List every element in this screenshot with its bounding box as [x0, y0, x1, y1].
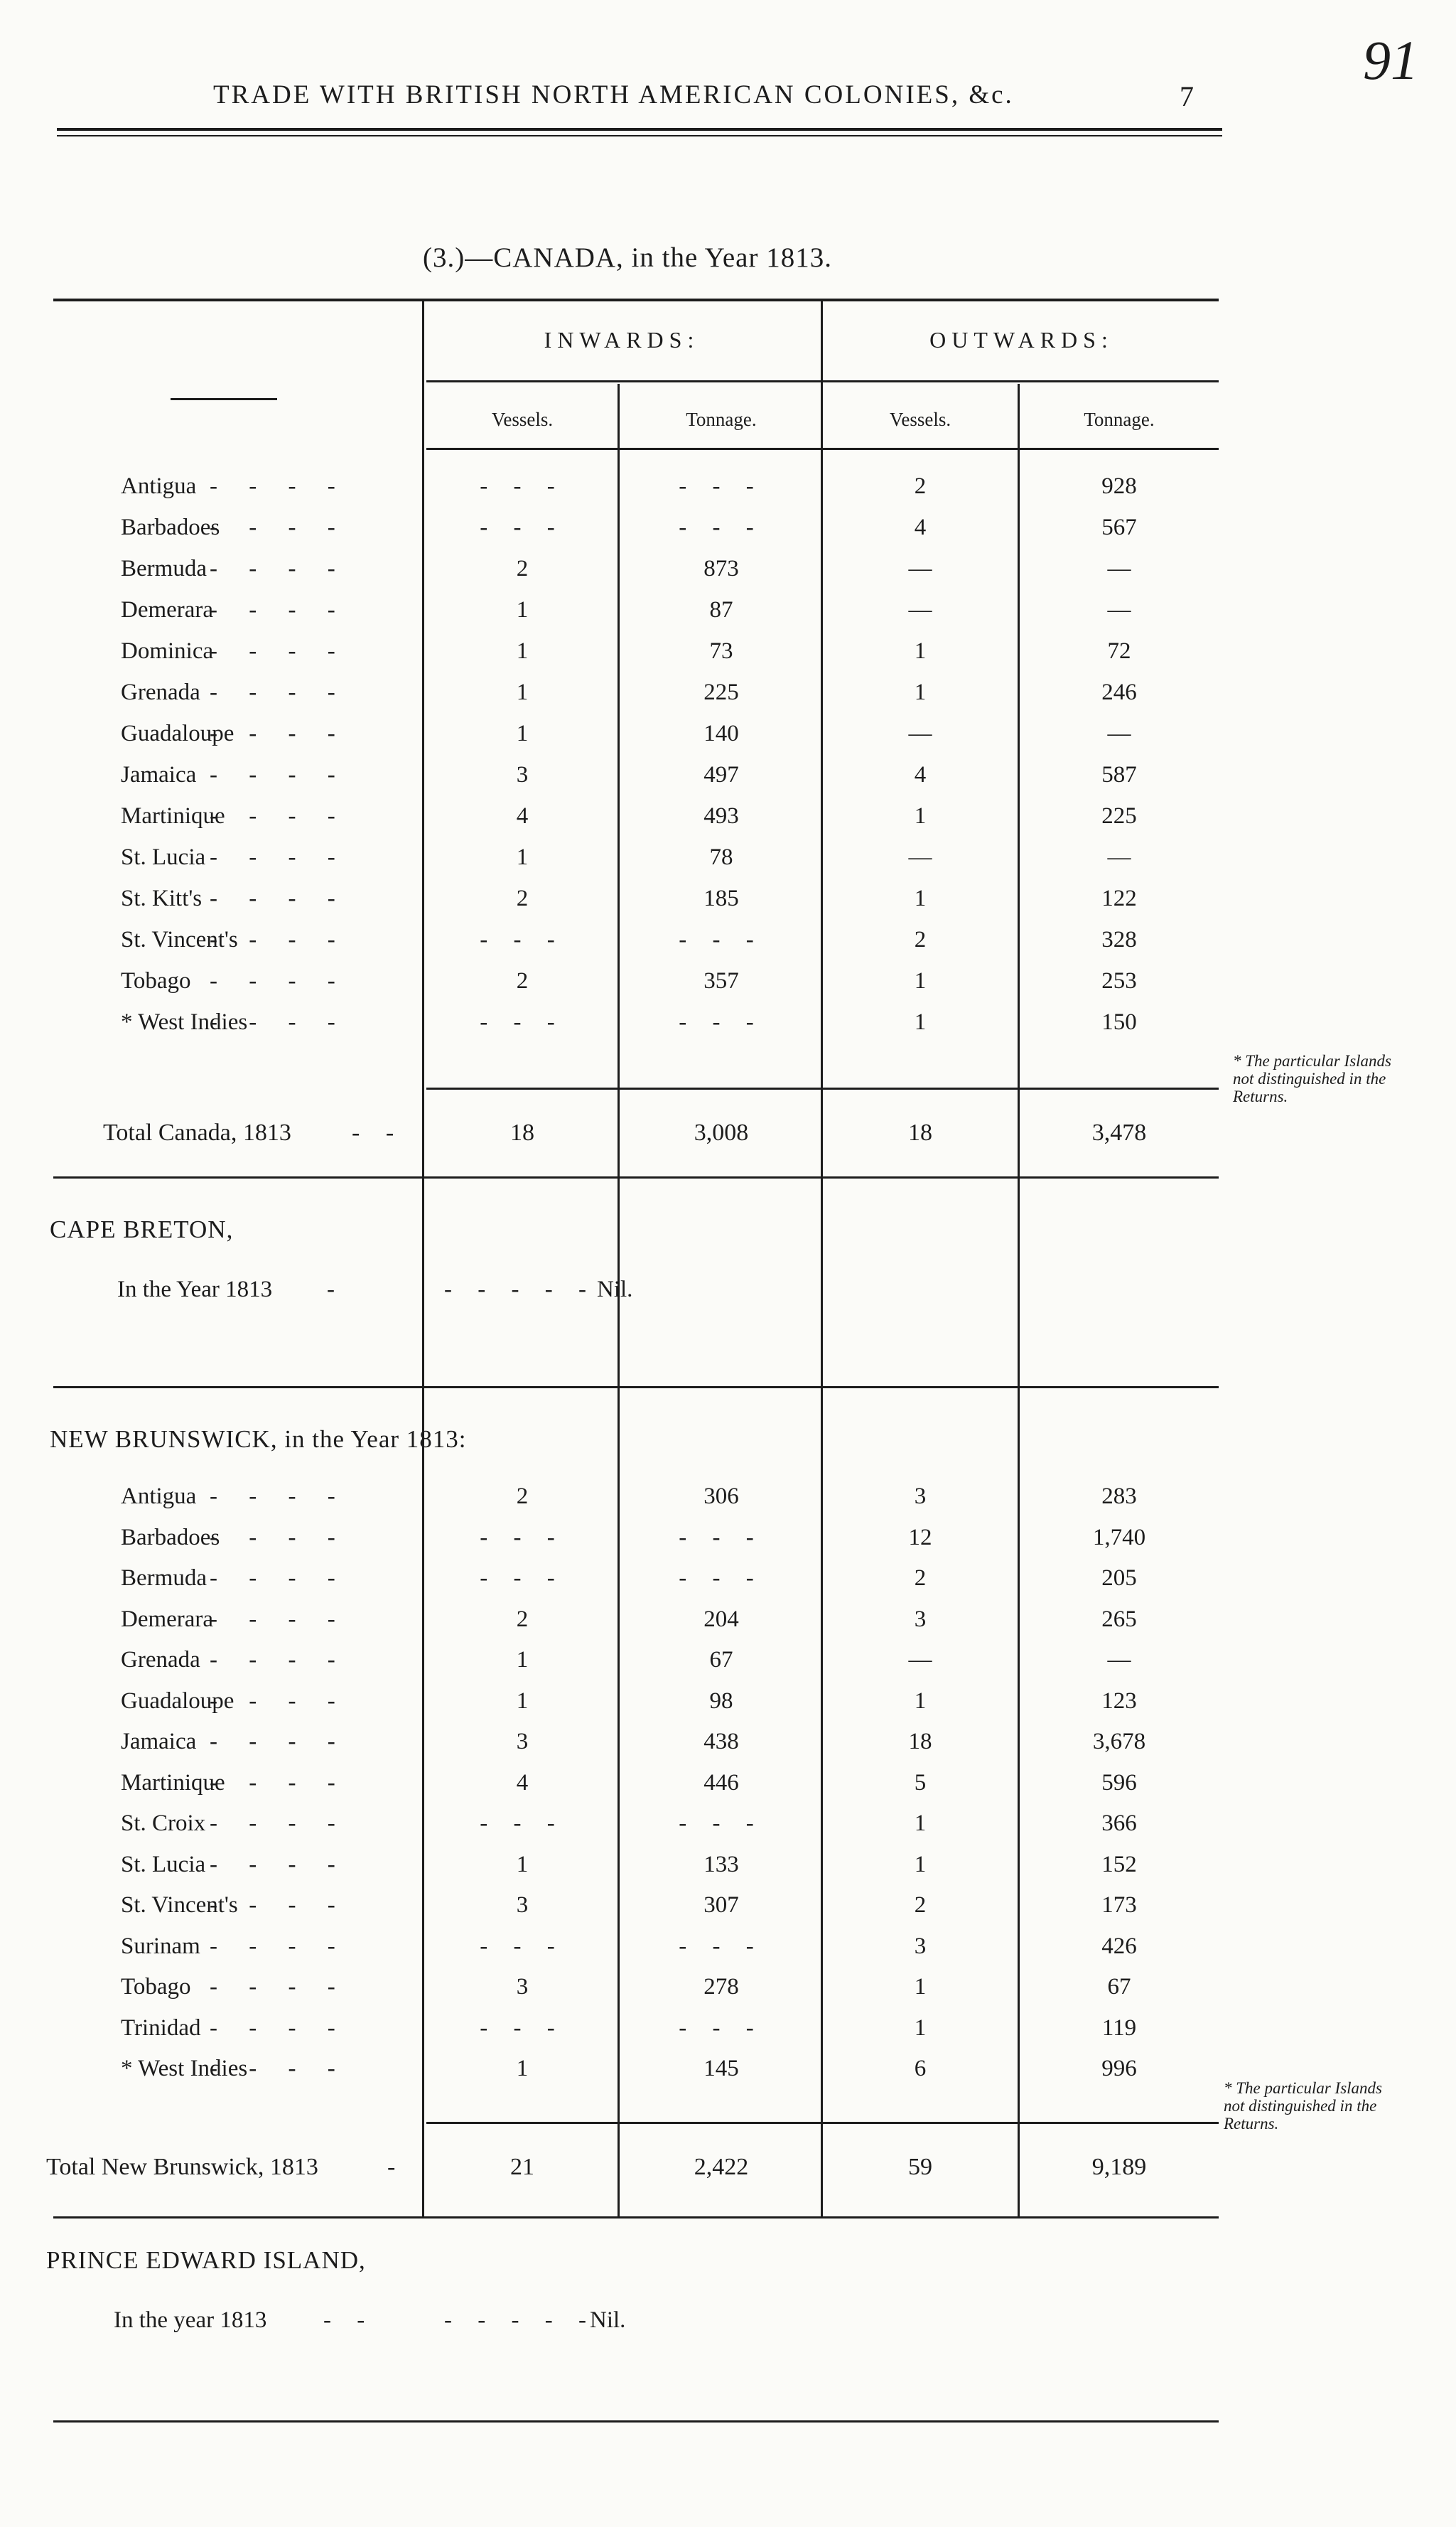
in-vessels-cell: - - -	[480, 2014, 565, 2041]
in-vessels-cell: - - -	[480, 1565, 565, 1591]
table-row	[0, 631, 1456, 672]
place-name: Barbadoes	[121, 515, 220, 540]
canada-footnote: * The particular Islands not distinguished in the Returns.	[1233, 1052, 1391, 1105]
table-row	[0, 1966, 1456, 2007]
leader-dots: - - - - -	[444, 1277, 596, 1302]
place-name: Demerara	[121, 597, 214, 623]
out-vessels-cell: —	[908, 1647, 932, 1673]
in-tonnage-cell: 225	[703, 680, 739, 705]
nb-bottom-rule	[53, 2216, 1219, 2218]
in-tonnage-cell: - - -	[679, 1524, 764, 1550]
out-vessels-cell: —	[908, 556, 932, 581]
out-tonnage-cell: —	[1107, 597, 1131, 623]
inwards-heading: INWARDS:	[544, 327, 700, 353]
pei-nil: Nil.	[590, 2307, 626, 2333]
table-row	[0, 1639, 1456, 1680]
out-vessels-cell: 3	[914, 1606, 927, 1632]
leader-dots: - - - -	[210, 1524, 348, 1550]
place-name: Guadaloupe	[121, 1688, 234, 1714]
in-vessels-cell: 4	[516, 1769, 529, 1796]
in-vessels-header: Vessels.	[491, 409, 554, 430]
place-name: Antigua	[121, 1484, 197, 1509]
in-tonnage-cell: - - -	[679, 1565, 764, 1591]
table-row	[0, 713, 1456, 754]
place-name: Tobago	[121, 968, 191, 994]
place-name: * West Indies	[121, 2056, 248, 2081]
table-row	[0, 1844, 1456, 1885]
place-name: Jamaica	[121, 1729, 197, 1754]
in-tonnage-cell: 357	[703, 968, 739, 994]
in-tonnage-cell: 185	[703, 886, 739, 911]
out-vessels-cell: 1	[914, 1974, 927, 2000]
total-out-tonnage: 9,189	[1091, 2154, 1147, 2180]
out-vessels-cell: 1	[914, 886, 927, 911]
leader-dots: - - - -	[210, 1688, 348, 1714]
total-out-vessels: 59	[908, 2154, 932, 2180]
cape-breton-row	[0, 1269, 1456, 1310]
place-name: Tobago	[121, 1974, 191, 2000]
place-name: Martinique	[121, 803, 225, 829]
in-vessels-cell: - - -	[480, 1810, 565, 1836]
out-vessels-cell: 6	[914, 2056, 927, 2081]
leader-dots: - - - -	[210, 968, 348, 994]
in-tonnage-cell: 67	[709, 1647, 733, 1673]
table-row	[0, 548, 1456, 589]
out-vessels-cell: 1	[914, 803, 927, 829]
table-row	[0, 1926, 1456, 1967]
leader-dots: - - - -	[210, 2056, 348, 2081]
in-vessels-cell: - - -	[480, 1009, 565, 1035]
out-vessels-cell: 1	[914, 2014, 927, 2041]
in-tonnage-cell: 145	[703, 2056, 739, 2081]
place-name: Grenada	[121, 680, 200, 705]
total-out-vessels: 18	[908, 1120, 932, 1146]
in-tonnage-cell: 873	[703, 556, 739, 581]
table-row	[0, 919, 1456, 960]
leader-dots: - - - -	[210, 1484, 348, 1509]
in-vessels-cell: 1	[516, 597, 529, 623]
table-row	[0, 1884, 1456, 1926]
out-vessels-cell: 4	[914, 515, 927, 540]
leader-dots: - - - -	[210, 927, 348, 953]
leader-dots: - - - -	[210, 1729, 348, 1754]
out-vessels-cell: 1	[914, 1009, 927, 1035]
out-vessels-cell: 2	[914, 1892, 927, 1918]
out-tonnage-cell: 225	[1101, 803, 1137, 829]
table-row	[0, 1762, 1456, 1803]
place-name: St. Lucia	[121, 844, 206, 870]
canada-total-row	[0, 1112, 1456, 1154]
table-row	[0, 672, 1456, 713]
leader-dots: - - - -	[210, 1851, 348, 1877]
out-vessels-cell: 3	[914, 1933, 927, 1959]
out-tonnage-cell: 996	[1101, 2056, 1137, 2081]
in-tonnage-cell: - - -	[679, 515, 764, 540]
out-tonnage-cell: 119	[1101, 2014, 1137, 2041]
out-vessels-cell: 1	[914, 680, 927, 705]
place-name: Barbadoes	[121, 1524, 220, 1550]
out-vessels-cell: 2	[914, 1565, 927, 1591]
in-vessels-cell: 3	[516, 762, 529, 788]
in-tonnage-cell: - - -	[679, 2014, 764, 2041]
leader-dots: - - - -	[210, 638, 348, 664]
out-tonnage-cell: 72	[1107, 638, 1131, 664]
out-vessels-cell: 1	[914, 638, 927, 664]
in-vessels-cell: 1	[516, 1647, 529, 1673]
leader-dots: - - - -	[210, 1009, 348, 1035]
leader-dots: -	[387, 2154, 406, 2180]
table-row	[0, 1517, 1456, 1558]
nb-footnote: * The particular Islands not distinguished in the Returns.	[1224, 2079, 1382, 2132]
out-tonnage-cell: —	[1107, 556, 1131, 581]
in-tonnage-cell: 204	[703, 1606, 739, 1632]
nb-total-rule	[426, 2122, 1219, 2124]
table-row	[0, 507, 1456, 548]
outwards-heading: OUTWARDS:	[929, 327, 1113, 353]
total-out-tonnage: 3,478	[1091, 1120, 1147, 1146]
in-tonnage-cell: 307	[703, 1892, 739, 1918]
out-vessels-cell: 12	[908, 1524, 932, 1550]
in-tonnage-cell: - - -	[679, 473, 764, 499]
in-vessels-cell: 2	[516, 1484, 529, 1509]
place-name: Bermuda	[121, 556, 207, 581]
in-vessels-cell: - - -	[480, 1524, 565, 1550]
folio-number: 91	[1363, 29, 1418, 91]
pei-bottom-rule	[53, 2420, 1219, 2423]
leader-dots: - - - -	[210, 1974, 348, 2000]
out-tonnage-cell: 426	[1101, 1933, 1137, 1959]
in-tonnage-cell: 73	[709, 638, 733, 664]
in-vessels-cell: 3	[516, 1974, 529, 2000]
in-vessels-cell: 2	[516, 968, 529, 994]
in-vessels-cell: 2	[516, 886, 529, 911]
total-in-tonnage: 2,422	[694, 2154, 749, 2180]
in-tonnage-cell: 278	[703, 1974, 739, 2000]
in-vessels-cell: 1	[516, 1688, 529, 1714]
leader-dots: - - - -	[210, 2014, 348, 2041]
leader-dots: - - - -	[210, 844, 348, 870]
total-label: Total Canada, 1813	[103, 1120, 291, 1146]
table-row	[0, 589, 1456, 631]
pei-heading: PRINCE EDWARD ISLAND,	[46, 2246, 366, 2274]
out-tonnage-cell: 123	[1101, 1688, 1137, 1714]
cape-breton-nil: Nil.	[597, 1277, 633, 1302]
leader-dots: - - - -	[210, 1647, 348, 1673]
table-top-rule	[53, 299, 1219, 301]
header-rule-top	[57, 128, 1222, 131]
out-tonnage-cell: 253	[1101, 968, 1137, 994]
place-name: Trinidad	[121, 2014, 201, 2041]
out-tonnage-cell: 205	[1101, 1565, 1137, 1591]
out-tonnage-cell: 283	[1101, 1484, 1137, 1509]
leader-dots: - - - -	[210, 1892, 348, 1918]
out-tonnage-cell: 265	[1101, 1606, 1137, 1632]
place-name: St. Lucia	[121, 1851, 206, 1877]
in-vessels-cell: - - -	[480, 927, 565, 953]
table-row	[0, 466, 1456, 507]
leader-dots: - - - -	[210, 762, 348, 788]
cape-breton-bottom-rule	[53, 1386, 1219, 1388]
total-in-vessels: 18	[510, 1120, 534, 1146]
out-tonnage-cell: 366	[1101, 1810, 1137, 1836]
leader-dots: - - - -	[210, 803, 348, 829]
new-brunswick-heading: NEW BRUNSWICK, in the Year 1813:	[50, 1425, 467, 1453]
place-name: Guadaloupe	[121, 721, 234, 746]
out-vessels-cell: 5	[914, 1769, 927, 1796]
place-name: Grenada	[121, 1647, 200, 1673]
table-row	[0, 878, 1456, 919]
leader-dots: - - - -	[210, 721, 348, 746]
in-tonnage-cell: 133	[703, 1851, 739, 1877]
in-vessels-cell: 1	[516, 721, 529, 746]
place-name: Jamaica	[121, 762, 197, 788]
out-vessels-cell: 1	[914, 968, 927, 994]
leader-dots: -	[327, 1277, 345, 1302]
in-tonnage-cell: 306	[703, 1484, 739, 1509]
table-row	[0, 795, 1456, 837]
out-tonnage-cell: —	[1107, 1647, 1131, 1673]
leader-dots: - - - -	[210, 473, 348, 499]
in-vessels-cell: - - -	[480, 1933, 565, 1959]
subhead-rule	[426, 448, 1219, 450]
in-tonnage-cell: 446	[703, 1769, 739, 1796]
in-vessels-cell: 2	[516, 1606, 529, 1632]
place-name: Demerara	[121, 1606, 214, 1632]
leader-dots: - - - -	[210, 597, 348, 623]
leader-dots: - - - - -	[444, 2307, 596, 2333]
in-tonnage-header: Tonnage.	[686, 409, 757, 430]
out-tonnage-cell: 328	[1101, 927, 1137, 953]
stub-dash	[171, 398, 277, 400]
out-tonnage-cell: 928	[1101, 473, 1137, 499]
leader-dots: - - - -	[210, 556, 348, 581]
out-vessels-cell: 3	[914, 1484, 927, 1509]
in-vessels-cell: - - -	[480, 473, 565, 499]
cape-breton-heading: CAPE BRETON,	[50, 1216, 234, 1243]
table-row	[0, 1557, 1456, 1599]
leader-dots: - -	[323, 2307, 375, 2333]
group-rule	[426, 380, 1219, 382]
out-tonnage-cell: 246	[1101, 680, 1137, 705]
leader-dots: - - - -	[210, 1565, 348, 1591]
header-rule-bottom	[57, 135, 1222, 136]
table-row	[0, 960, 1456, 1002]
in-tonnage-cell: - - -	[679, 927, 764, 953]
in-vessels-cell: 1	[516, 638, 529, 664]
total-label: Total New Brunswick, 1813	[46, 2154, 318, 2180]
out-tonnage-cell: 150	[1101, 1009, 1137, 1035]
place-name: Martinique	[121, 1769, 225, 1796]
table-row	[0, 837, 1456, 878]
in-vessels-cell: 1	[516, 844, 529, 870]
place-name: Antigua	[121, 473, 197, 499]
out-tonnage-cell: 173	[1101, 1892, 1137, 1918]
in-tonnage-cell: 493	[703, 803, 739, 829]
pei-year: In the year 1813	[114, 2307, 267, 2333]
leader-dots: - - - -	[210, 680, 348, 705]
place-name: * West Indies	[121, 1009, 248, 1035]
leader-dots: - - - -	[210, 1933, 348, 1959]
out-vessels-cell: 1	[914, 1810, 927, 1836]
in-tonnage-cell: 78	[709, 844, 733, 870]
out-vessels-cell: 1	[914, 1688, 927, 1714]
in-tonnage-cell: - - -	[679, 1810, 764, 1836]
leader-dots: - - - -	[210, 1606, 348, 1632]
out-vessels-cell: 18	[908, 1729, 932, 1754]
table-row	[0, 754, 1456, 795]
place-name: St. Vincent's	[121, 927, 238, 953]
in-vessels-cell: 3	[516, 1729, 529, 1754]
out-tonnage-cell: 152	[1101, 1851, 1137, 1877]
out-tonnage-cell: 122	[1101, 886, 1137, 911]
leader-dots: - - - -	[210, 1810, 348, 1836]
table-row	[0, 2007, 1456, 2049]
table-row	[0, 1599, 1456, 1640]
table-row	[0, 1721, 1456, 1762]
canada-bottom-rule	[53, 1176, 1219, 1179]
leader-dots: - - - -	[210, 886, 348, 911]
out-vessels-cell: —	[908, 844, 932, 870]
in-vessels-cell: - - -	[480, 515, 565, 540]
in-vessels-cell: 3	[516, 1892, 529, 1918]
place-name: Surinam	[121, 1933, 200, 1959]
place-name: St. Croix	[121, 1810, 206, 1836]
nb-total-row	[0, 2147, 1456, 2188]
in-vessels-cell: 1	[516, 680, 529, 705]
out-tonnage-cell: 596	[1101, 1769, 1137, 1796]
out-vessels-cell: —	[908, 721, 932, 746]
in-tonnage-cell: 140	[703, 721, 739, 746]
table-caption: (3.)—CANADA, in the Year 1813.	[423, 242, 832, 273]
leader-dots: - - - -	[210, 515, 348, 540]
out-vessels-cell: —	[908, 597, 932, 623]
out-vessels-cell: 2	[914, 927, 927, 953]
out-tonnage-cell: 67	[1107, 1974, 1131, 2000]
cape-breton-year: In the Year 1813	[117, 1277, 273, 1302]
out-vessels-header: Vessels.	[889, 409, 951, 430]
out-vessels-cell: 4	[914, 762, 927, 788]
table-row	[0, 1803, 1456, 1844]
out-vessels-cell: 1	[914, 1851, 927, 1877]
table-row	[0, 1002, 1456, 1043]
in-tonnage-cell: 87	[709, 597, 733, 623]
in-vessels-cell: 4	[516, 803, 529, 829]
table-row	[0, 1476, 1456, 1517]
place-name: Bermuda	[121, 1565, 207, 1591]
in-vessels-cell: 1	[516, 1851, 529, 1877]
leader-dots: - - - -	[210, 1769, 348, 1796]
in-tonnage-cell: 98	[709, 1688, 733, 1714]
in-tonnage-cell: 497	[703, 762, 739, 788]
table-row	[0, 1680, 1456, 1722]
place-name: Dominica	[121, 638, 214, 664]
out-tonnage-cell: 587	[1101, 762, 1137, 788]
out-tonnage-header: Tonnage.	[1084, 409, 1155, 430]
running-title: TRADE WITH BRITISH NORTH AMERICAN COLONIES, &c.	[213, 80, 1014, 109]
total-in-tonnage: 3,008	[694, 1120, 749, 1146]
in-vessels-cell: 2	[516, 556, 529, 581]
out-tonnage-cell: 3,678	[1092, 1729, 1146, 1754]
leader-dots: - -	[352, 1120, 404, 1146]
page-number: 7	[1180, 80, 1194, 112]
place-name: St. Kitt's	[121, 886, 203, 911]
place-name: St. Vincent's	[121, 1892, 238, 1918]
canada-total-rule	[426, 1088, 1219, 1090]
pei-row	[0, 2300, 1456, 2341]
out-tonnage-cell: —	[1107, 721, 1131, 746]
in-tonnage-cell: 438	[703, 1729, 739, 1754]
out-tonnage-cell: —	[1107, 844, 1131, 870]
in-vessels-cell: 1	[516, 2056, 529, 2081]
out-tonnage-cell: 1,740	[1092, 1524, 1146, 1550]
out-vessels-cell: 2	[914, 473, 927, 499]
in-tonnage-cell: - - -	[679, 1009, 764, 1035]
in-tonnage-cell: - - -	[679, 1933, 764, 1959]
out-tonnage-cell: 567	[1101, 515, 1137, 540]
total-in-vessels: 21	[510, 2154, 534, 2180]
